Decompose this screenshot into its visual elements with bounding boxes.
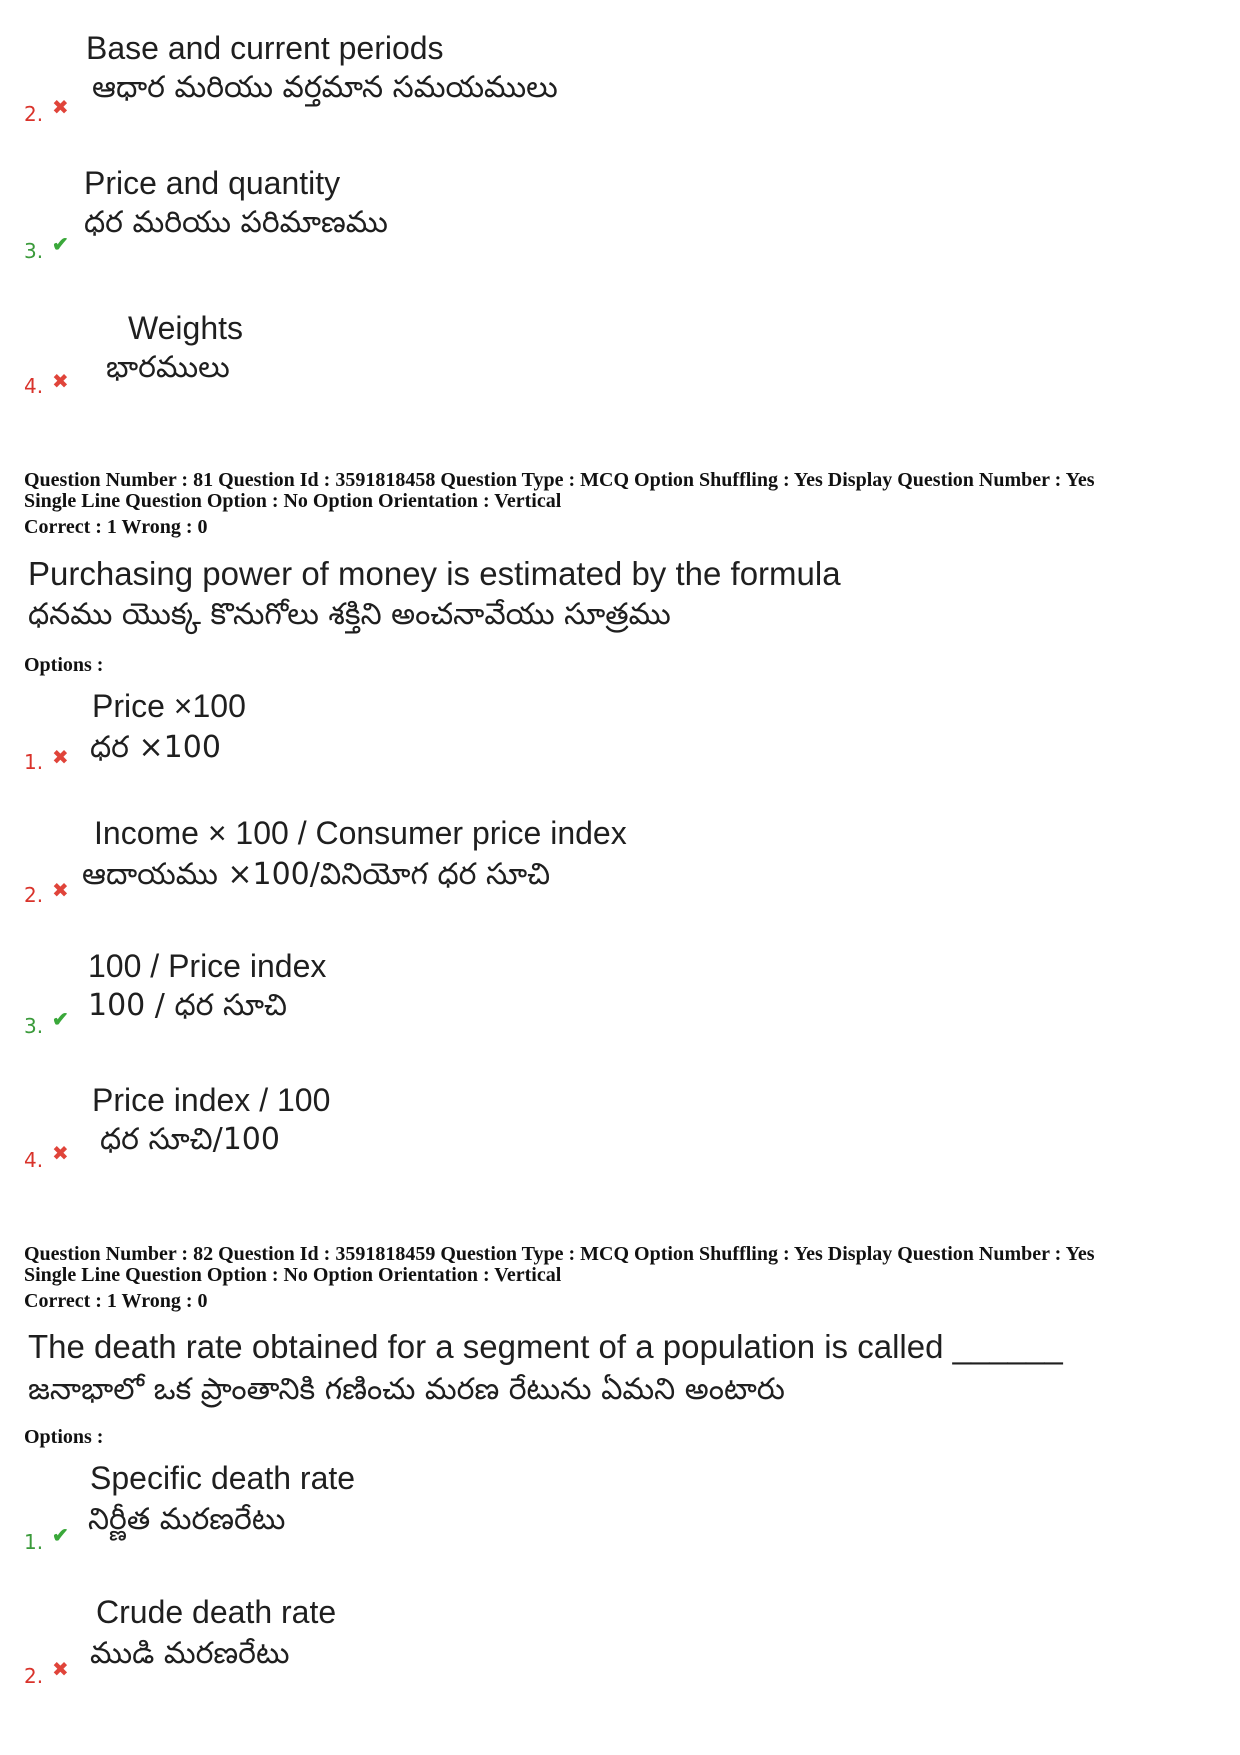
option-text-en: Base and current periods — [86, 30, 444, 66]
options-label: Options : — [24, 654, 104, 676]
option-text-en: 100 / Price index — [88, 948, 327, 984]
meta-line-1: Question Number : 82 Question Id : 3591818459 Question Type : MCQ Option Shuffling : Yes Display Question Number : Yes — [24, 1243, 1095, 1265]
option-text-te: ముడి మరణరేటు — [90, 1636, 290, 1671]
question-text-en: Purchasing power of money is estimated by the formula — [28, 555, 841, 592]
cross-icon: ✖ — [52, 97, 69, 119]
question-meta — [24, 470, 1224, 538]
option-text-en: Price and quantity — [84, 165, 341, 201]
option-text-te: ధర సూచి/100 — [100, 1122, 280, 1157]
option-number: 3. — [24, 1014, 44, 1038]
cross-icon: ✖ — [52, 1143, 69, 1165]
cross-icon: ✖ — [52, 371, 69, 393]
option-text-te: 100 / ధర సూచి — [88, 988, 288, 1023]
option-number: 3. — [24, 239, 44, 263]
option-text-te: ఆధార మరియు వర్తమాన సమయములు — [92, 70, 558, 105]
option-text-en: Crude death rate — [96, 1594, 337, 1630]
cross-icon: ✖ — [52, 747, 69, 769]
check-icon: ✔ — [52, 1009, 69, 1031]
option-number: 4. — [24, 374, 44, 398]
cross-icon: ✖ — [52, 1659, 69, 1681]
meta-line-1: Question Number : 81 Question Id : 3591818458 Question Type : MCQ Option Shuffling : Yes Display Question Number : Yes — [24, 469, 1095, 491]
question-text-te: ధనము యొక్క కొనుగోలు శక్తిని అంచనావేయు సూత్రము — [28, 597, 671, 632]
question-text-en: The death rate obtained for a segment of a population is called ______ — [28, 1328, 1063, 1365]
option-text-te: ఆదాయము ×100/వినియోగ ధర సూచి — [82, 857, 551, 892]
check-icon: ✔ — [52, 1525, 69, 1547]
option-number: 2. — [24, 102, 44, 126]
cross-icon: ✖ — [52, 880, 69, 902]
option-text-en: Income × 100 / Consumer price index — [94, 815, 627, 851]
option-number: 1. — [24, 1530, 44, 1554]
question-meta — [24, 1244, 1224, 1312]
option-number: 2. — [24, 883, 44, 907]
option-text-te: ధర ×100 — [90, 730, 221, 765]
option-text-en: Price index / 100 — [92, 1082, 331, 1118]
option-text-en: Price ×100 — [92, 688, 246, 724]
score-line: Correct : 1 Wrong : 0 — [24, 516, 208, 538]
score-line: Correct : 1 Wrong : 0 — [24, 1290, 208, 1312]
options-label: Options : — [24, 1426, 104, 1448]
option-text-te: నిర్ణీత మరణరేటు — [88, 1502, 286, 1537]
option-text-en: Weights — [128, 310, 244, 346]
meta-line-2: Single Line Question Option : No Option Orientation : Vertical — [24, 490, 562, 512]
option-text-te: భారములు — [106, 350, 230, 385]
option-number: 1. — [24, 750, 44, 774]
check-icon: ✔ — [52, 234, 69, 256]
option-text-en: Specific death rate — [90, 1460, 356, 1496]
option-number: 4. — [24, 1148, 44, 1172]
option-number: 2. — [24, 1664, 44, 1688]
meta-line-2: Single Line Question Option : No Option Orientation : Vertical — [24, 1264, 562, 1286]
option-text-te: ధర మరియు పరిమాణము — [84, 205, 388, 240]
question-text-te: జనాభాలో ఒక ప్రాంతానికి గణించు మరణ రేటును ఏమని అంటారు — [28, 1372, 785, 1407]
